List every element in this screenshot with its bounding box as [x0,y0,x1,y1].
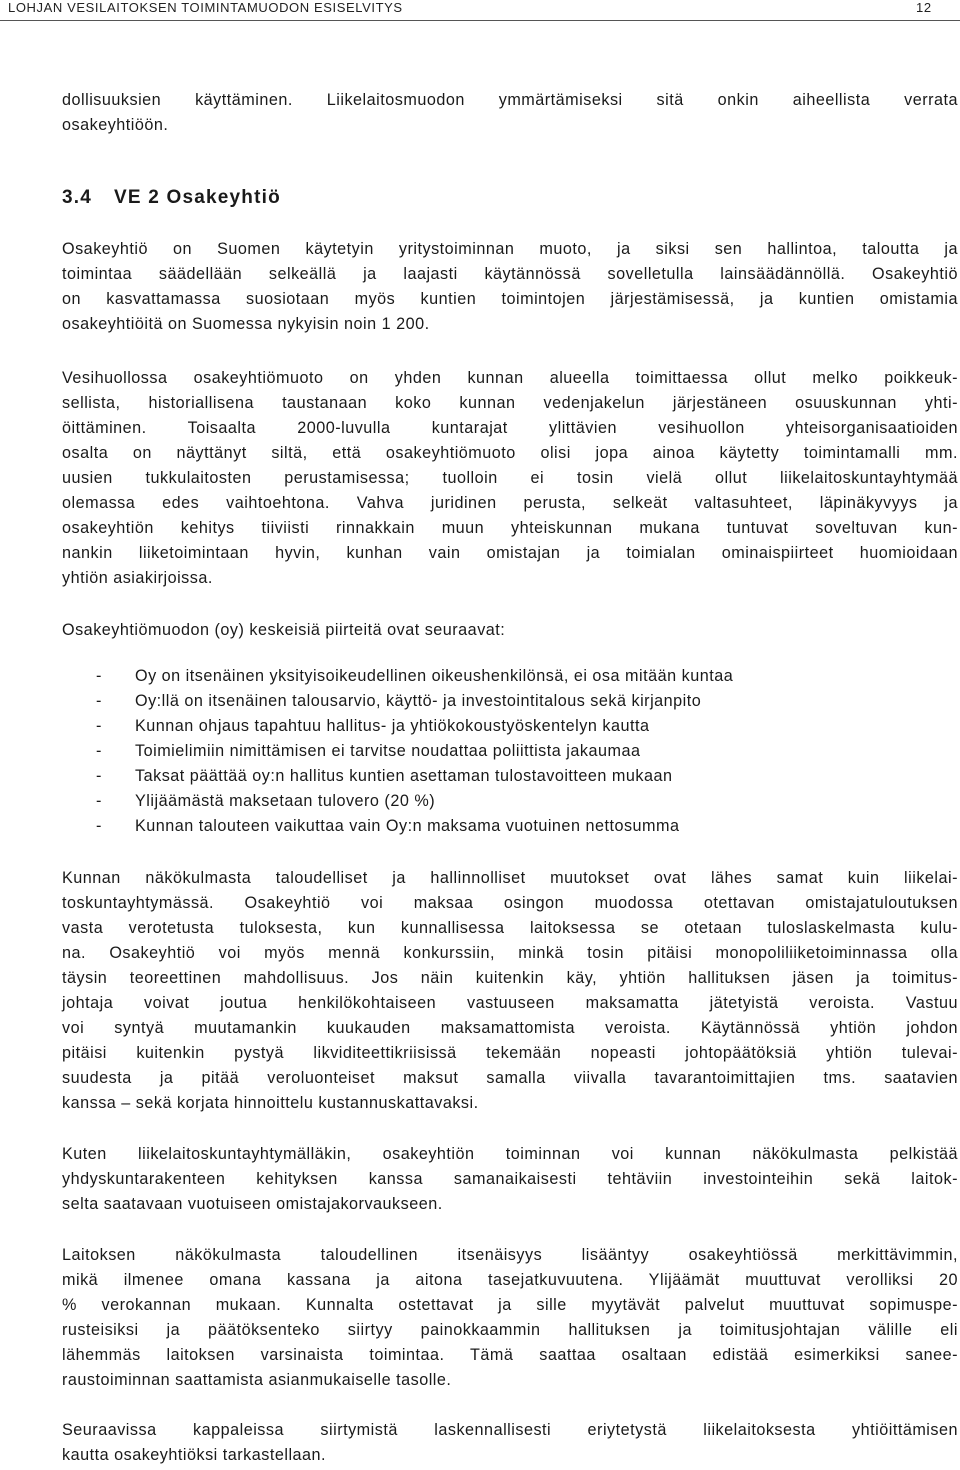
list-item [96,689,733,714]
text-line: yhtiön asiakirjoissa. [62,569,213,587]
page-header [0,0,960,22]
text-line: pitäisi kuitenkin pystyä likviditeettikriisissä tekemään nopeasti johtopäätöksiä yhtiön tulevai- [62,1044,958,1062]
text-line: täysin teoreettinen mahdollisuus. Jos näin kuitenkin käy, yhtiön hallituksen jäsen ja toimitus- [62,969,958,987]
header-divider [0,20,960,21]
text-line: raustoiminnan saattamista asianmukaiselle tasolle. [62,1371,452,1389]
text-line: na. Osakeyhtiö voi myös mennä konkurssiin, minkä tosin pitäisi monopoliliiketoiminnassa olla [62,944,958,962]
text-line: osakeyhtiöitä on Suomessa nykyisin noin 1 200. [62,315,430,333]
bullet-dash: - [96,667,102,685]
text-line: % verokannan mukaan. Kunnalta ostettavat ja sille myytävät palvelut muuttuvat sopimuspe- [62,1296,958,1314]
bullet-dash: - [96,792,102,810]
text-line: dollisuuksien käyttäminen. Liikelaitosmuodon ymmärtämiseksi sitä onkin aiheellista verrata [62,91,958,109]
list-item-text: Oy:llä on itsenäinen talousarvio, käyttö- ja investointitalous sekä kirjanpito [135,692,702,710]
text-line: selta saatavaan vuotuiseen omistajakorvaukseen. [62,1195,443,1213]
bullet-dash: - [96,767,102,785]
text-line: sellista, historiallisena taustanaan koko kunnan vedenjakelun järjestäneen osuuskunnan yhti- [62,394,958,412]
text-line: Laitoksen näkökulmasta taloudellinen itsenäisyys lisääntyy osakeyhtiössä merkittävimmin, [62,1246,958,1264]
paragraph-7 [62,1418,958,1468]
list-item [96,814,733,839]
bullet-dash: - [96,817,102,835]
text-line: Vesihuollossa osakeyhtiömuoto on yhden kunnan alueella toimittaessa ollut melko poikkeuk- [62,369,958,387]
text-line: Osakeyhtiö on Suomen käytetyin yritystoiminnan muoto, ja siksi sen hallintoa, taloutta ja [62,240,958,258]
text-line: toimintaa säädellään selkeällä ja laajasti käytännössä sovelletulla lainsäädännöllä. Osakeyhtiö [62,265,958,283]
text-line: lähemmäs laitoksen varsinaista toimintaa. Tämä saattaa osaltaan edistää esimerkiksi saneе- [62,1346,958,1364]
list-item [96,664,733,689]
section-title: VE 2 Osakeyhtiö [114,187,281,208]
text-line: mikä ilmenee omana kassana ja aitona tasejatkuvuutena. Ylijäämät muuttuvat verolliksi 20 [62,1271,958,1289]
text-line: Seuraavissa kappaleissa siirtymistä laskennallisesti eriytetystä liikelaitoksesta yhtiöittämisen [62,1421,958,1439]
text-line: vasta verotetusta tuloksesta, kun kunnallisessa laitoksessa se otetaan tuloslaskelmasta kulu- [62,919,958,937]
text-line: suudesta ja pitää veroluonteiset maksut samalla viivalla tavarantoimittajien tms. saatavien [62,1069,958,1087]
paragraph-1 [62,237,958,337]
text-line: johtaja voivat joutua henkilökohtaiseen vastuuseen maksamatta jätetyistä veroista. Vastuu [62,994,958,1012]
text-line: osalta on näyttänyt siltä, että osakeyhtiömuoto olisi jopa ainoa käytetty toimintamalli mm. [62,444,958,462]
text-line: voi syntyä muutamankin kuukauden maksamattomista veroista. Käytännössä yhtiön johdon [62,1019,958,1037]
bullet-dash: - [96,742,102,760]
text-line: Osakeyhtiömuodon (oy) keskeisiä piirteitä ovat seuraavat: [62,621,506,639]
text-line: Kuten liikelaitoskuntayhtymälläkin, osakeyhtiön toiminnan voi kunnan näkökulmasta pelkistää [62,1145,958,1163]
text-line: uusien tukkulaitosten perustamisessa; tuolloin ei tosin vielä ollut liikelaitoskuntayhtymää [62,469,958,487]
text-line: Kunnan näkökulmasta taloudelliset ja hallinnolliset muutokset ovat lähes samat kuin liikelai- [62,869,958,887]
text-line: rusteisiksi ja päätöksenteko siirtyy painokkaammin hallituksen ja toimitusjohtajan välille eli [62,1321,958,1339]
text-line: öittäminen. Toisaalta 2000-luvulla kuntarajat ylittävien vesihuollon yhteisorganisaatioiden [62,419,958,437]
paragraph-5 [62,1142,958,1217]
intro-paragraph [62,88,958,138]
list-item-text: Oy on itsenäinen yksityisoikeudellinen oikeushenkilönsä, ei osa mitään kuntaa [135,667,734,685]
text-line: on kasvattamassa suosiotaan myös kuntien toimintojen järjestämisessä, ja kuntien omistamia [62,290,958,308]
list-item [96,739,733,764]
list-item-text: Ylijäämästä maksetaan tulovero (20 %) [135,792,436,810]
list-item [96,789,733,814]
paragraph-3 [62,618,958,643]
section-number: 3.4 [62,187,93,208]
features-list [96,664,733,839]
list-item [96,764,733,789]
list-item-text: Taksat päättää oy:n hallitus kuntien asettaman tulostavoitteen mukaan [135,767,673,785]
list-item [96,714,733,739]
text-line: toskuntayhtymässä. Osakeyhtiö voi maksaa osingon muodossa otettavan omistajatuloutuksen [62,894,958,912]
text-line: kautta osakeyhtiöksi tarkastellaan. [62,1446,327,1464]
paragraph-2 [62,366,958,591]
paragraph-4 [62,866,958,1116]
list-item-text: Kunnan ohjaus tapahtuu hallitus- ja yhtiökokoustyöskentelyn kautta [135,717,650,735]
bullet-dash: - [96,692,102,710]
text-line: olemassa edes vaihtoehtona. Vahva juridinen perusta, selkeät valtasuhteet, läpinäkyvyys ja [62,494,958,512]
text-line: osakeyhtiön kehitys tiiviisti rinnakkain muun yhteiskunnan mukana tuntuvat soveltuvan kun- [62,519,958,537]
text-line: yhdyskuntarakenteen kehityksen kanssa samanaikaisesti tehtäviin investointeihin sekä laitok- [62,1170,958,1188]
text-line: kanssa – sekä korjata hinnoittelu kustannuskattavaksi. [62,1094,479,1112]
list-item-text: Toimielimiin nimittämisen ei tarvitse noudattaa poliittista jakaumaa [135,742,641,760]
document-title: LOHJAN VESILAITOKSEN TOIMINTAMUODON ESISELVITYS [8,0,403,15]
text-line: osakeyhtiöön. [62,116,169,134]
bullet-dash: - [96,717,102,735]
page-number: 12 [916,0,932,15]
section-heading [62,187,281,209]
paragraph-6 [62,1243,958,1393]
text-line: nankin liiketoimintaan hyvin, kunhan vain omistajan ja toimialan ominaispiirteet huomioidaan [62,544,958,562]
list-item-text: Kunnan talouteen vaikuttaa vain Oy:n maksama vuotuinen nettosumma [135,817,680,835]
